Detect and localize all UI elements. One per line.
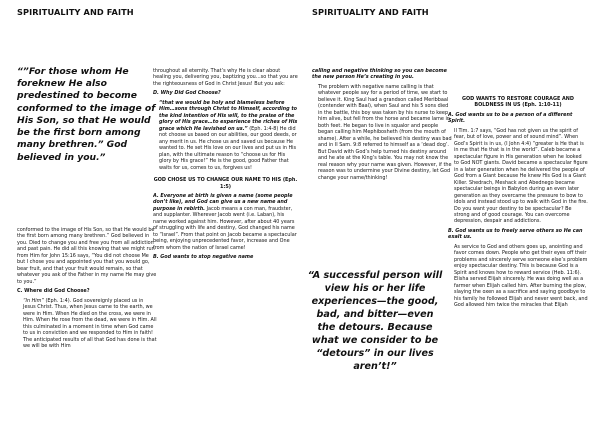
left-page-header: SPIRITUALITY AND FAITH xyxy=(17,7,134,17)
section-c-heading: C. Where did God Choose? xyxy=(17,288,90,295)
col2-p1: throughout all eternity. That’s why He is clear about healing you, delivering you, baptizing you…so that you are the righteousness of God in Christ Jesus! But you ask: xyxy=(153,68,298,87)
courage-heading: GOD WANTS TO RESTORE COURAGE AND BOLDNESS IN US (Eph. 1:10-11) xyxy=(462,96,574,109)
point-b-title: B. God wants to stop negative name xyxy=(153,254,254,261)
col4-point-b-title: B. God wants us to freely serve others so He can exalt us. xyxy=(448,227,583,241)
col3-body: The problem with negative name calling is that whatever people say for a period of time, we start to believe it. King Saul had a grandson called Meribbaal (contender with Baal), when Saul and his 5 sons died in the battle, this boy was taken by his nurse to keep him alive, but fell from the horse and became lame in both feet. He began to live in squalor and people began calling him Mephibosheth (from the mouth of shame). After a while, he believed his destiny was bad and in II Sam. 9:8 referred to himself as a ‘dead dog’. But David with God’s help turned his destiny around and he ate at the King’s table. You may not know the real reason why your name was given. However, if the reason was to undermine your Divine destiny, let God change your name/thinking! xyxy=(318,83,452,181)
point-a-title: A. Everyone at birth is given a name (some people don’t like), and God can give us a new name and purpose in rebirth. xyxy=(153,192,293,212)
right-column-1 xyxy=(312,68,452,184)
name-change-heading: GOD CHOSE US TO CHANGE OUR NAME TO HIS (Eph. 1:5) xyxy=(153,177,298,190)
section-d-body: (Eph. 1:4-8) He did not choose us based on our abilities, our good deeds, or any merit in us. He chose us and saved us because He wanted to. He set His love on our lives and put us in His plan, with the ultimate reason to “choose us for His glory by His grace!” He is the good, good Father that waits for us, comes to us, forgives us! xyxy=(159,125,297,171)
section-d-heading: D. Why Did God Choose? xyxy=(153,90,221,97)
left-pull-quote: “”For those whom He foreknew He also predestined to become conformed to the image of His Son, so that He would be the first born among many brethren.” God believed in you.” xyxy=(17,66,156,163)
col4-point-a-body: II Tim. 1:7 says, “God has not given us the spirit of fear, but of love, power and of sound mind”. When God’s Spirit is in us, (I John 4:4) “greater is He that is in me that He that is in the world”. Caleb became a spectacular figure in His generation when he looked to God NOT giants. David became a spectacular figure in a later generation when he delivered the people of God from a Giant because He knew His God is a Giant Killer. Shedrach, Meshack and Abednego became spectacular beings in Babylon during an even later generation as they overcame the pressure to bow to idols and instead stood up to walk with God in the fire. Do you want your destiny to be spectacular? Be strong and of good courage. You can overcome depression, despair and addictions. xyxy=(454,127,588,225)
col3-continuation: calling and negative thinking so you can become the new person He’s creating in you. xyxy=(312,68,447,81)
section-c-body: (Eph. 1:4). God sovereignly placed us in Jesus Christ. Thus, when Jesus came to the earth, we were in Him. When He died on the cross, we were in Him. When He rose from the dead, we were in Him. All this culminated in a moment in time when God came to us in conviction and we responded to Him in faith! The anticipated results of all that God has done is that we will be with Him xyxy=(23,297,157,349)
section-d-quote: “that we would be holy and blameless before Him…sons through Christ to Himself, according to the kind intention of His will, to the praise of the glory of His grace…to experience the riches of His grace which He lavished on us.” xyxy=(159,99,298,132)
section-d-paragraph xyxy=(153,100,298,171)
col4-point-a-title: A. God wants us to be a person of a different Spirit. xyxy=(448,111,573,125)
right-column-2 xyxy=(448,96,588,312)
right-page-header: SPIRITUALITY AND FAITH xyxy=(312,7,429,17)
section-c-lead: “In Him” xyxy=(23,297,44,304)
section-c-paragraph xyxy=(17,298,157,350)
left-column-2 xyxy=(153,68,298,264)
point-a-paragraph xyxy=(153,193,298,251)
right-pull-quote: “A successful person will view his or her life experiences—the good, bad, and bitter—even the detours. Because what we consider to be “detours” in our lives aren’t!” xyxy=(307,270,443,372)
col4-point-b-body: As service to God and others goes up, anointing and favor comes down. People who get their eyes off their problems and sincerely serve someone else’s problem enjoy spectacular destiny. This is because God is a Spirit and knows how to reward service (Heb. 11:6). Elisha served Elijah sincerely. He was doing well as a farmer when Elijah called him. After burning the plow, slaying the oxen as a sacrifice and saying goodbye to his family he followed Elijah and never went back, and God allowed him twice the miracles that Elijah xyxy=(454,243,588,309)
point-a-body: Jacob means a con man, fraudster, and supplanter. Wherever Jacob went (i.e. Laban), his name worked against him. However, after about 40 years of struggling with life and destiny, God changed his name to “Israel”. From that point on Jacob became a spectacular being, enjoying unprecedented favor, increase and One from whom the nation of Israel came! xyxy=(153,205,297,251)
col1-intro: conformed to the image of His Son, so that He would be the first born among many brethren.” God believed in you. Died to change you and free you from all addiction and past pain. He did all this knowing that we might run from Him for John 15:16 says, “You did not choose Me but I chose you and appointed you that you would go, bear fruit, and that your fruit would remain, so that whatever you ask of the Father in my name He may give to you.” xyxy=(17,227,157,285)
left-column-1 xyxy=(17,227,157,352)
